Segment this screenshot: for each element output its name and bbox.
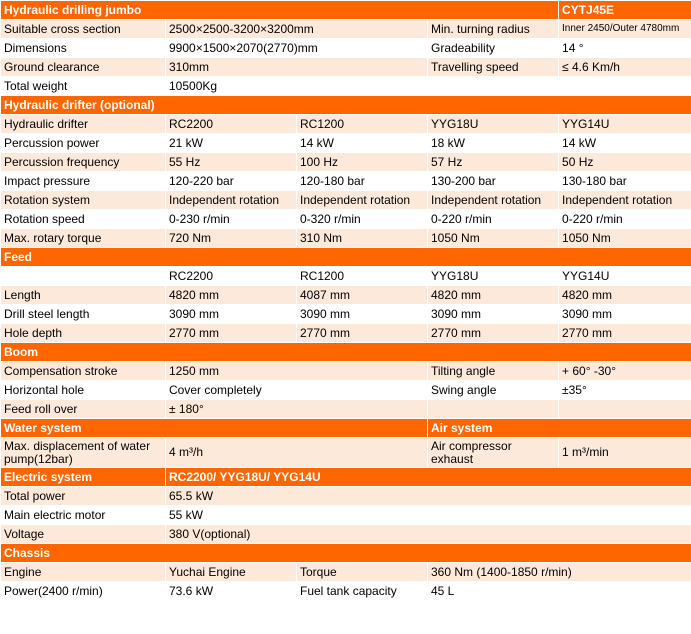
table-row: [1, 487, 691, 506]
spec-value: ± 180°: [166, 400, 428, 419]
spec-value: Independent rotation: [559, 191, 691, 210]
spec-value: 3090 mm: [428, 305, 559, 324]
spec-value: 0-230 r/min: [166, 210, 297, 229]
spec-label: Torque: [297, 563, 428, 582]
spec-value: 360 Nm (1400-1850 r/min): [428, 563, 691, 582]
table-row: [1, 506, 691, 525]
spec-value: 3090 mm: [559, 305, 691, 324]
spec-label: Fuel tank capacity: [297, 582, 428, 601]
spec-value: 2770 mm: [428, 324, 559, 343]
spec-label: Min. turning radius: [428, 20, 559, 39]
spec-value: 0-220 r/min: [559, 210, 691, 229]
spec-label: Main electric motor: [1, 506, 166, 525]
spec-value: 45 L: [428, 582, 691, 601]
spec-value: [559, 400, 691, 419]
spec-label: Power(2400 r/min): [1, 582, 166, 601]
section-title-water: Water system: [1, 419, 428, 438]
spec-value: 4 m³/h: [166, 438, 428, 468]
spec-label: Ground clearance: [1, 58, 166, 77]
table-row: [1, 362, 691, 381]
spec-value: YYG14U: [559, 267, 691, 286]
section-header-feed: [1, 248, 691, 267]
spec-label: Gradeability: [428, 39, 559, 58]
table-row: [1, 563, 691, 582]
section-title-electric: Electric system: [1, 468, 166, 487]
spec-value: ≤ 4.6 Km/h: [559, 58, 691, 77]
spec-value: 2770 mm: [297, 324, 428, 343]
spec-value: 3090 mm: [297, 305, 428, 324]
spec-value: 120-180 bar: [297, 172, 428, 191]
spec-value: 2500×2500-3200×3200mm: [166, 20, 428, 39]
spec-value: + 60° -30°: [559, 362, 691, 381]
spec-value: Independent rotation: [166, 191, 297, 210]
spec-value: RC1200: [297, 115, 428, 134]
spec-value: 9900×1500×2070(2770)mm: [166, 39, 428, 58]
spec-value: 2770 mm: [166, 324, 297, 343]
spec-value: 0-320 r/min: [297, 210, 428, 229]
spec-label: Total power: [1, 487, 166, 506]
spec-label: [428, 77, 559, 96]
section-title-jumbo: Hydraulic drilling jumbo: [1, 1, 559, 20]
spec-label: Rotation system: [1, 191, 166, 210]
section-header-boom: [1, 343, 691, 362]
spec-label: Air compressor exhaust: [428, 438, 559, 468]
spec-value: 10500Kg: [166, 77, 428, 96]
spec-value: 4820 mm: [166, 286, 297, 305]
spec-value: 130-200 bar: [428, 172, 559, 191]
spec-value: 65.5 kW: [166, 487, 691, 506]
spec-value: 120-220 bar: [166, 172, 297, 191]
table-row: [1, 324, 691, 343]
spec-value: 130-180 bar: [559, 172, 691, 191]
table-row: [1, 438, 691, 468]
spec-value: 21 kW: [166, 134, 297, 153]
table-row: [1, 229, 691, 248]
section-title-drifter: Hydraulic drifter (optional): [1, 96, 691, 115]
spec-label: Voltage: [1, 525, 166, 544]
spec-value: 3090 mm: [166, 305, 297, 324]
spec-value: 1 m³/min: [559, 438, 691, 468]
section-title-feed: Feed: [1, 248, 691, 267]
table-row: [1, 286, 691, 305]
spec-value: RC1200: [297, 267, 428, 286]
spec-label: Swing angle: [428, 381, 559, 400]
spec-value: ±35°: [559, 381, 691, 400]
table-row: [1, 172, 691, 191]
electric-models: RC2200/ YYG18U/ YYG14U: [166, 468, 691, 487]
spec-label: [1, 267, 166, 286]
spec-label: Total weight: [1, 77, 166, 96]
spec-value: 4820 mm: [428, 286, 559, 305]
spec-value: Inner 2450/Outer 4780mm: [559, 20, 691, 39]
spec-label: Max. rotary torque: [1, 229, 166, 248]
spec-value: Independent rotation: [428, 191, 559, 210]
table-row: [1, 525, 691, 544]
model-name: CYTJ45E: [559, 1, 691, 20]
spec-label: Rotation speed: [1, 210, 166, 229]
spec-value: RC2200: [166, 267, 297, 286]
spec-label: Feed roll over: [1, 400, 166, 419]
section-header-water-air: [1, 419, 691, 438]
table-row: [1, 153, 691, 172]
spec-label: Tilting angle: [428, 362, 559, 381]
section-header-drifter: [1, 96, 691, 115]
section-header-electric: [1, 468, 691, 487]
spec-value: 380 V(optional): [166, 525, 691, 544]
spec-label: Drill steel length: [1, 305, 166, 324]
spec-value: 55 Hz: [166, 153, 297, 172]
spec-value: 2770 mm: [559, 324, 691, 343]
spec-value: 55 kW: [166, 506, 691, 525]
spec-value: Cover completely: [166, 381, 428, 400]
section-header-chassis: [1, 544, 691, 563]
spec-value: YYG18U: [428, 267, 559, 286]
spec-value: 4820 mm: [559, 286, 691, 305]
table-row: [1, 77, 691, 96]
table-row: [1, 39, 691, 58]
spec-value: YYG14U: [559, 115, 691, 134]
spec-value: 1050 Nm: [428, 229, 559, 248]
spec-value: 57 Hz: [428, 153, 559, 172]
spec-value: YYG18U: [428, 115, 559, 134]
spec-value: 100 Hz: [297, 153, 428, 172]
spec-label: Percussion frequency: [1, 153, 166, 172]
table-row: [1, 191, 691, 210]
spec-value: [559, 77, 691, 96]
section-header-jumbo: [1, 1, 691, 20]
spec-value: 50 Hz: [559, 153, 691, 172]
spec-value: 1050 Nm: [559, 229, 691, 248]
section-title-chassis: Chassis: [1, 544, 691, 563]
spec-value: Yuchai Engine: [166, 563, 297, 582]
spec-value: 14 °: [559, 39, 691, 58]
spec-value: 14 kW: [297, 134, 428, 153]
table-row: [1, 134, 691, 153]
spec-label: Compensation stroke: [1, 362, 166, 381]
table-row: [1, 20, 691, 39]
spec-label: Suitable cross section: [1, 20, 166, 39]
table-row: [1, 115, 691, 134]
spec-value: RC2200: [166, 115, 297, 134]
spec-value: 720 Nm: [166, 229, 297, 248]
table-row: [1, 267, 691, 286]
section-title-air: Air system: [428, 419, 691, 438]
table-row: [1, 381, 691, 400]
spec-label: Dimensions: [1, 39, 166, 58]
table-row: [1, 400, 691, 419]
spec-value: 73.6 kW: [166, 582, 297, 601]
spec-label: [428, 400, 559, 419]
spec-label: Percussion power: [1, 134, 166, 153]
spec-value: 0-220 r/min: [428, 210, 559, 229]
spec-value: 1250 mm: [166, 362, 428, 381]
spec-label: Length: [1, 286, 166, 305]
section-title-boom: Boom: [1, 343, 691, 362]
table-row: [1, 582, 691, 601]
spec-label: Max. displacement of water pump(12bar): [1, 438, 166, 468]
table-row: [1, 210, 691, 229]
spec-value: 18 kW: [428, 134, 559, 153]
spec-label: Impact pressure: [1, 172, 166, 191]
spec-value: 310mm: [166, 58, 428, 77]
spec-label: Hole depth: [1, 324, 166, 343]
spec-label: Engine: [1, 563, 166, 582]
spec-value: 4087 mm: [297, 286, 428, 305]
spec-label: Travelling speed: [428, 58, 559, 77]
spec-label: Horizontal hole: [1, 381, 166, 400]
spec-label: Hydraulic drifter: [1, 115, 166, 134]
table-row: [1, 305, 691, 324]
spec-value: 14 kW: [559, 134, 691, 153]
table-row: [1, 58, 691, 77]
spec-value: 310 Nm: [297, 229, 428, 248]
spec-value: Independent rotation: [297, 191, 428, 210]
